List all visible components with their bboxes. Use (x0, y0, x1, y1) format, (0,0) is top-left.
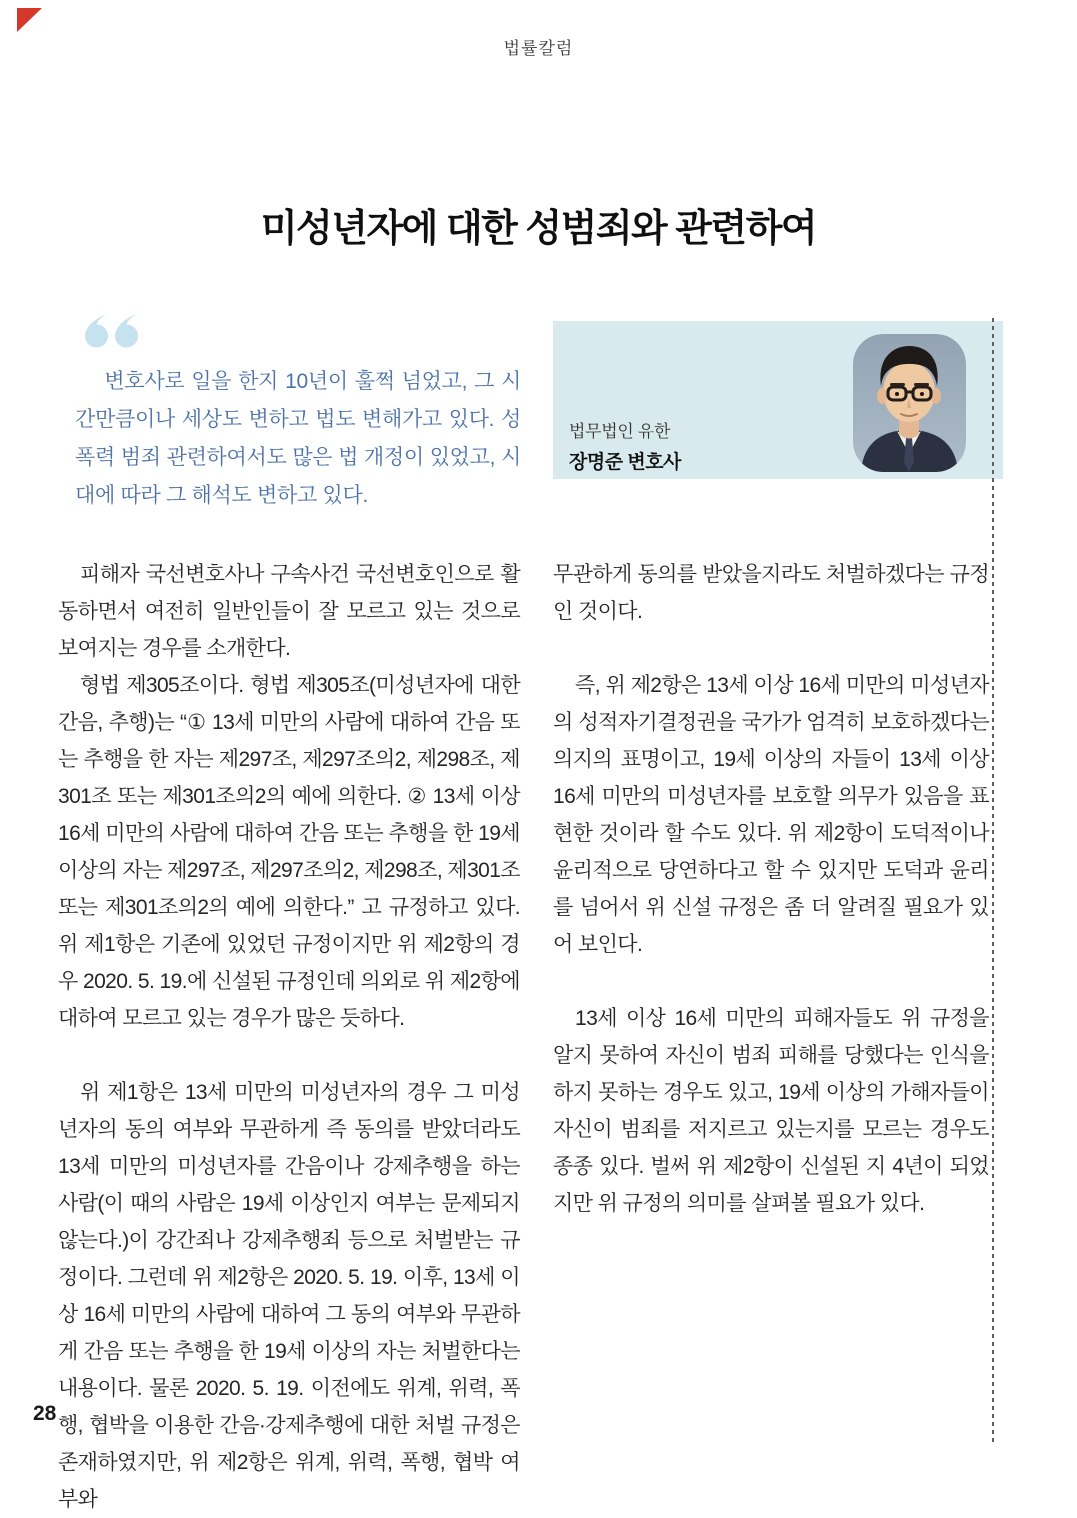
article-column-left (58, 556, 520, 1518)
paragraph: 피해자 국선변호사나 구속사건 국선변호인으로 활동하면서 여전히 일반인들이 잘 모르고 있는 것으로 보여지는 경우를 소개한다. (58, 563, 520, 660)
section-kicker: 법률칼럼 (503, 39, 574, 58)
author-info-panel (553, 321, 1003, 479)
pull-quote-text: 변호사로 일을 한지 10년이 훌쩍 넘었고, 그 시간만큼이나 세상도 변하고 법도 변해가고 있다. 성폭력 범죄 관련하여서도 많은 법 개정이 있었고, 시대에 따라 그 해석도 변하고 있다. (75, 370, 521, 507)
author-firm: 법무법인 유한 (569, 422, 671, 441)
paragraph: 13세 이상 16세 미만의 피해자들도 위 규정을 알지 못하여 자신이 범죄 피해를 당했다는 인식을 하지 못하는 경우도 있고, 19세 이상의 가해자들이 자신이 범죄를 저지르고 있는지를 모르는 경우도 종종 있다. 벌써 위 제2항이 신설된 지 4년이 되었지만 위 규정의 의미를 살펴볼 필요가 있다. (553, 1007, 989, 1215)
pull-quote-block (75, 312, 521, 515)
article-title: 미성년자에 대한 성범죄와 관련하여 (260, 208, 817, 251)
page-number: 28 (33, 1402, 57, 1425)
dotted-divider (992, 318, 994, 1446)
paragraph: 즉, 위 제2항은 13세 이상 16세 미만의 미성년자의 성적자기결정권을 국가가 엄격히 보호하겠다는 의지의 표명이고, 19세 이상의 자들이 13세 이상 16세 미만의 미성년자를 보호할 의무가 있음을 표현한 것이라 할 수도 있다. 위 제2항이 도덕적이나 윤리적으로 당연하다고 할 수 있지만 도덕과 윤리를 넘어서 위 신설 규정은 좀 더 알려질 필요가 있어 보인다. (553, 674, 989, 956)
author-name: 장명준 변호사 (569, 452, 681, 473)
paragraph: 위 제1항은 13세 미만의 미성년자의 경우 그 미성년자의 동의 여부와 무관하게 즉 동의를 받았더라도 13세 미만의 미성년자를 간음이나 강제추행을 하는 사람(이 때의 사람은 19세 이상인지 여부는 문제되지 않는다.)이 강간죄나 강제추행죄 등으로 처벌받는 규정이다. 그런데 위 제2항은 2020. 5. 19. 이후, 13세 이상 16세 미만의 사람에 대하여 그 동의 여부와 무관하게 간음 또는 추행을 한 19세 이상의 자는 처벌한다는 내용이다. 물론 2020. 5. 19. 이전에도 위계, 위력, 폭행, 협박을 이용한 간음·강제추행에 대한 처벌 규정은 존재하였지만, 위 제2항은 위계, 위력, 폭행, 협박 여부와 (58, 1081, 520, 1511)
red-corner-mark (17, 8, 42, 32)
article-column-right (553, 556, 989, 1222)
paragraph: 무관하게 동의를 받았을지라도 처벌하겠다는 규정인 것이다. (553, 563, 989, 623)
quote-mark-icon (83, 312, 521, 353)
author-photo (853, 334, 966, 472)
paragraph: 형법 제305조이다. 형법 제305조(미성년자에 대한 간음, 추행)는 “① 13세 미만의 사람에 대하여 간음 또는 추행을 한 자는 제297조, 제297조의2, 제298조, 제301조 또는 제301조의2의 예에 의한다. ② 13세 이상 16세 미만의 사람에 대하여 간음 또는 추행을 한 19세 이상의 자는 제297조, 제297조의2, 제298조, 제301조 또는 제301조의2의 예에 의한다.” 고 규정하고 있다. 위 제1항은 기존에 있었던 규정이지만 위 제2항의 경우 2020. 5. 19.에 신설된 규정인데 의외로 위 제2항에 대하여 모르고 있는 경우가 많은 듯하다. (58, 674, 520, 1030)
